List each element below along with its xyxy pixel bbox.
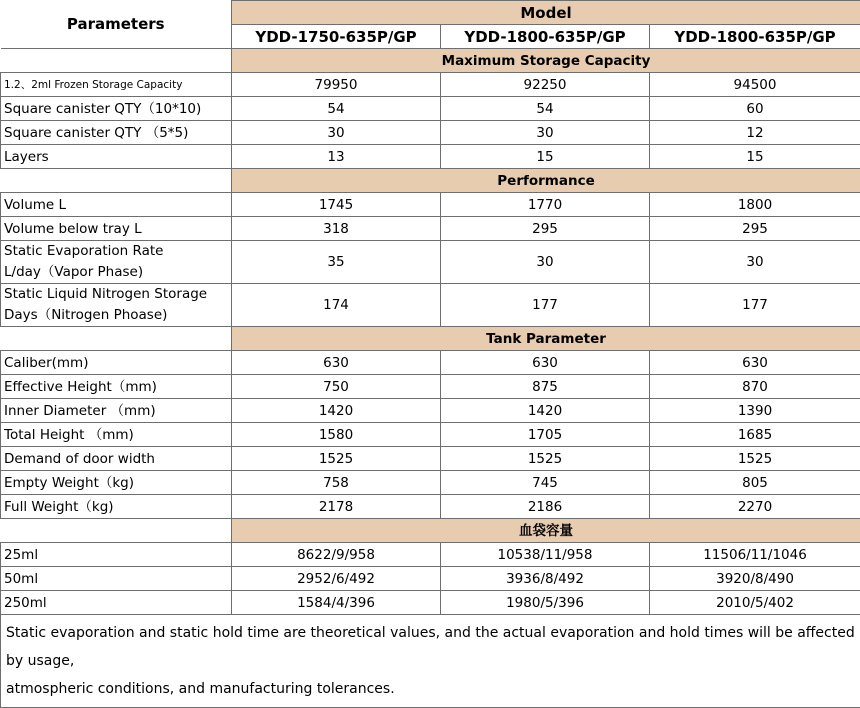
- cell-value: 177: [650, 284, 860, 327]
- cell-value: 1980/5/396: [441, 591, 650, 615]
- cell-value: 750: [232, 375, 441, 399]
- cell-value: 2952/6/492: [232, 567, 441, 591]
- cell-value: 35: [232, 241, 441, 284]
- section-spacer: [1, 327, 232, 351]
- cell-value: 805: [650, 471, 860, 495]
- section-title-tank: Tank Parameter: [232, 327, 860, 351]
- model-header: Model: [232, 1, 860, 25]
- row-label: Empty Weight（kg): [1, 471, 232, 495]
- cell-value: 630: [232, 351, 441, 375]
- section-title-performance: Performance: [232, 169, 860, 193]
- table-row: [1, 543, 860, 567]
- cell-value: 60: [650, 97, 860, 121]
- cell-value: 1800: [650, 193, 860, 217]
- table-row: [1, 97, 860, 121]
- cell-value: 174: [232, 284, 441, 327]
- table-row: [1, 567, 860, 591]
- cell-value: 13: [232, 145, 441, 169]
- table-row: [1, 193, 860, 217]
- section-spacer: [1, 49, 232, 73]
- cell-value: 11506/11/1046: [650, 543, 860, 567]
- model-name-3: YDD-1800-635P/GP: [650, 25, 860, 49]
- row-label: Full Weight（kg): [1, 495, 232, 519]
- header-row-model: [1, 1, 860, 25]
- table-row: [1, 423, 860, 447]
- cell-value: 2178: [232, 495, 441, 519]
- cell-value: 2010/5/402: [650, 591, 860, 615]
- cell-value: 2270: [650, 495, 860, 519]
- cell-value: 870: [650, 375, 860, 399]
- cell-value: 15: [441, 145, 650, 169]
- cell-value: 630: [650, 351, 860, 375]
- cell-value: 79950: [232, 73, 441, 97]
- cell-value: 1584/4/396: [232, 591, 441, 615]
- table-row: [1, 495, 860, 519]
- cell-value: 30: [650, 241, 860, 284]
- cell-value: 3920/8/490: [650, 567, 860, 591]
- section-row-capacity: [1, 49, 860, 73]
- row-label: 50ml: [1, 567, 232, 591]
- row-label: Caliber(mm): [1, 351, 232, 375]
- section-spacer: [1, 519, 232, 543]
- cell-value: 177: [441, 284, 650, 327]
- cell-value: 1420: [441, 399, 650, 423]
- cell-value: 94500: [650, 73, 860, 97]
- cell-value: 1420: [232, 399, 441, 423]
- cell-value: 92250: [441, 73, 650, 97]
- model-name-2: YDD-1800-635P/GP: [441, 25, 650, 49]
- row-label: Volume L: [1, 193, 232, 217]
- row-label: Volume below tray L: [1, 217, 232, 241]
- cell-value: 1525: [232, 447, 441, 471]
- table-row: [1, 241, 860, 284]
- row-label: [1, 284, 232, 327]
- footer-note: [1, 615, 860, 708]
- cell-value: 54: [232, 97, 441, 121]
- cell-value: 1580: [232, 423, 441, 447]
- cell-value: 30: [441, 241, 650, 284]
- cell-value: 758: [232, 471, 441, 495]
- row-label: Inner Diameter （mm): [1, 399, 232, 423]
- cell-value: 2186: [441, 495, 650, 519]
- section-title-capacity: Maximum Storage Capacity: [232, 49, 860, 73]
- cell-value: 1685: [650, 423, 860, 447]
- cell-value: 15: [650, 145, 860, 169]
- footer-note-row: [1, 615, 860, 708]
- table-row: [1, 145, 860, 169]
- row-label: 1.2、2ml Frozen Storage Capacity: [1, 73, 232, 97]
- cell-value: 10538/11/958: [441, 543, 650, 567]
- table-row: [1, 73, 860, 97]
- cell-value: 745: [441, 471, 650, 495]
- cell-value: 295: [441, 217, 650, 241]
- cell-value: 30: [441, 121, 650, 145]
- row-label-line2: L/day（Vapor Phase): [4, 264, 143, 280]
- section-spacer: [1, 169, 232, 193]
- cell-value: 8622/9/958: [232, 543, 441, 567]
- parameters-header: Parameters: [1, 1, 232, 49]
- table-row: [1, 447, 860, 471]
- cell-value: 30: [232, 121, 441, 145]
- row-label: Square canister QTY（10*10): [1, 97, 232, 121]
- cell-value: 1745: [232, 193, 441, 217]
- table-row: [1, 399, 860, 423]
- cell-value: 54: [441, 97, 650, 121]
- cell-value: 875: [441, 375, 650, 399]
- section-row-blood-bag: [1, 519, 860, 543]
- table-row: [1, 591, 860, 615]
- cell-value: 3936/8/492: [441, 567, 650, 591]
- row-label: 25ml: [1, 543, 232, 567]
- cell-value: 1525: [441, 447, 650, 471]
- model-name-1: YDD-1750-635P/GP: [232, 25, 441, 49]
- cell-value: 630: [441, 351, 650, 375]
- footer-note-line1: Static evaporation and static hold time are theoretical values, and the actual evaporation and hold times will be affected by usage,: [6, 625, 855, 669]
- table-row: [1, 351, 860, 375]
- row-label-line1: Static Liquid Nitrogen Storage: [4, 286, 207, 302]
- table-row: [1, 284, 860, 327]
- row-label: 250ml: [1, 591, 232, 615]
- cell-value: 1390: [650, 399, 860, 423]
- footer-note-line2: atmospheric conditions, and manufacturing tolerances.: [6, 681, 395, 697]
- row-label: Layers: [1, 145, 232, 169]
- cell-value: 1525: [650, 447, 860, 471]
- table-row: [1, 217, 860, 241]
- table-row: [1, 121, 860, 145]
- row-label: Square canister QTY （5*5): [1, 121, 232, 145]
- cell-value: 318: [232, 217, 441, 241]
- cell-value: 1705: [441, 423, 650, 447]
- cell-value: 12: [650, 121, 860, 145]
- row-label: Demand of door width: [1, 447, 232, 471]
- cell-value: 295: [650, 217, 860, 241]
- row-label: Effective Height（mm): [1, 375, 232, 399]
- section-row-performance: [1, 169, 860, 193]
- row-label-line1: Static Evaporation Rate: [4, 243, 163, 259]
- section-row-tank: [1, 327, 860, 351]
- row-label-line2: Days（Nitrogen Phoase): [4, 307, 167, 323]
- row-label: [1, 241, 232, 284]
- table-row: [1, 375, 860, 399]
- section-title-blood-bag: 血袋容量: [232, 519, 860, 543]
- row-label: Total Height （mm): [1, 423, 232, 447]
- table-row: [1, 471, 860, 495]
- cell-value: 1770: [441, 193, 650, 217]
